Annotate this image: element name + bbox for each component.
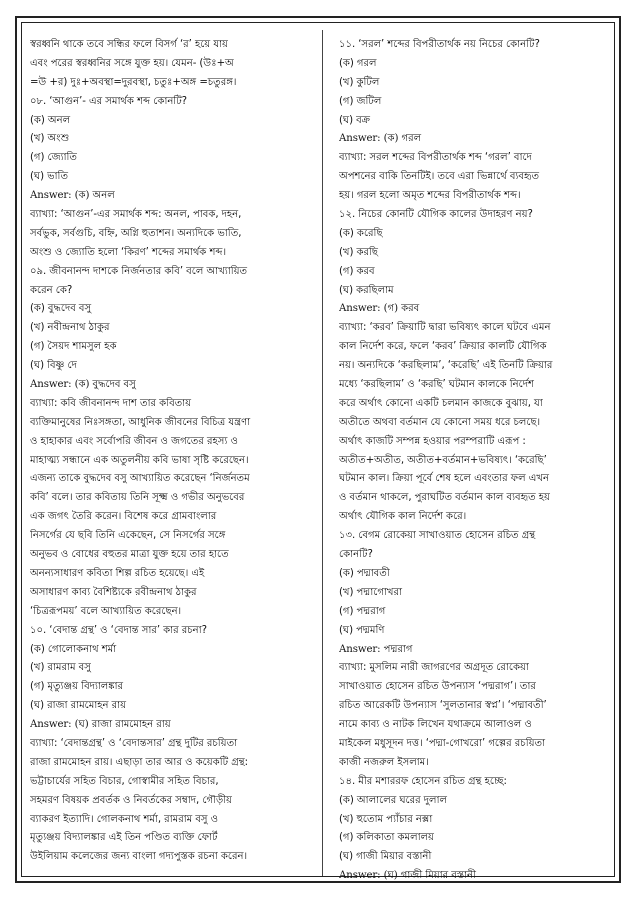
option-ka: (ক) আলালের ঘরের দুলাল (339, 794, 447, 806)
option-ga: (গ) জটিল (339, 95, 382, 107)
answer-line: Answer: পদ্মরাগ (339, 643, 413, 655)
option-kha: (খ) রামরাম বসু (30, 662, 91, 674)
option-ga: (গ) মৃত্যুঞ্জয় বিদ্যালঙ্কার (30, 681, 124, 693)
question-13: ১৩. বেগম রোকেয়া সাখাওয়াত হোসেন রচিত গ্রন্থ (339, 530, 536, 542)
explanation-line: ও হাহাকার এবং সর্বোপরি জীবন ও জগতের রহস্য ও (30, 435, 238, 447)
explanation-line: মাহাত্ম্য সন্ধানে এক অতুলনীয় কবি ভাষা সৃষ্টি করেছেন। (30, 454, 249, 466)
explanation-line: মাইকেল মধুসূদন দত্ত। ‘পদ্মা-গোখরো’ গল্পের রচয়িতা (339, 737, 546, 749)
option-gha: (ঘ) করছিলাম (339, 284, 394, 296)
left-column (30, 36, 313, 867)
option-kha: (খ) অংশু (30, 133, 70, 145)
explanation-line: মৃত্যুঞ্জয় বিদ্যালঙ্কার এই তিন পণ্ডিত ব্যক্তি ফোর্ট (30, 832, 218, 844)
question-09-cont: করেন কে? (30, 284, 73, 296)
explanation-line: ব্যাকরণ ইত্যাদি। গোলকনাথ শর্মা, রামরাম বসু ও (30, 813, 219, 825)
explanation-line: ব্যাখ্যা: মুসলিম নারী জাগরণের অগ্রদূত রোকেয়া (339, 662, 529, 674)
explanation-line: ব্যাখ্যা: ‘বেদান্তগ্রন্থ’ ও ‘বেদান্তসার’ গ্রন্থ দুটির রচয়িতা (30, 737, 238, 749)
question-14: ১৪. মীর মশাররফ হোসেন রচিত গ্রন্থ হচ্ছে: (339, 775, 507, 787)
column-divider (322, 30, 323, 876)
explanation-line: এজন্য তাকে বুদ্ধদেব বসু আখ্যায়িত করেছেন ‘নির্জনতম (30, 473, 250, 485)
option-kha: (খ) হুতোম প্যাঁচার নক্সা (339, 813, 433, 825)
explanation-line: অনুভব ও বোধের বহুতর মাত্রা যুক্ত হয়ে তার হাতে (30, 549, 229, 561)
explanation-line: অতীতে অথবা বর্তমান যে কোনো সময় ধরে চলছে। (339, 416, 541, 428)
explanation-line: নামে কাব্য ও নাটক লিখেন যথাক্রমে আলাওল ও (339, 719, 532, 731)
option-ka: (ক) অনল (30, 114, 71, 126)
explanation-line: অর্থাৎ কাজটি সম্পন্ন হওয়ার পরম্পরাটি এরূপ : (339, 435, 526, 447)
explanation-line: মধ্যে ‘করছিলাম’ ও ‘করছি’ ঘটমান কালকে নির্দেশ (339, 379, 534, 391)
explanation-line: ‘চিত্ররূপময়’ বলে আখ্যায়িত করেছেন। (30, 605, 182, 617)
answer-line: Answer: (ক) বুদ্ধদেব বসু (30, 379, 136, 391)
question-09: ০৯. জীবনানন্দ দাশকে নির্জনতার কবি’ বলে আখ্যায়িত (30, 265, 248, 277)
option-kha: (খ) করছি (339, 246, 378, 258)
explanation-line: ঘটমান কাল। ক্রিয়া পূর্বে শেষ হলে এবংতার ফল এখন (339, 473, 550, 485)
explanation-line: অর্থাৎ যৌগিক কাল নির্দেশ করে। (339, 511, 467, 523)
answer-line: Answer: (ঘ) রাজা রামমোহন রায় (30, 719, 171, 731)
question-11: ১১. ‘সরল’ শব্দের বিপরীতার্থক নয় নিচের কোনটি? (339, 39, 540, 50)
explanation-line: সহমরণ বিষয়ক প্রবর্তক ও নিবর্তকের সম্বাদ, গৌড়ীয় (30, 794, 232, 806)
explanation-line: রাজা রামমোহন রায়। এছাড়া তার আর ও কয়েকটি গ্রন্থ: (30, 756, 248, 768)
explanation-line: ভট্টাচার্যের সহিত বিচার, গোস্বামীর সহিত বিচার, (30, 775, 219, 787)
explanation-line: ব্যাখ্যা: ‘করব’ ক্রিয়াটি দ্বারা ভবিষ্যৎ কালে ঘটবে এমন (339, 322, 551, 334)
question-12: ১২. নিচের কোনটি যৌগিক কালের উদাহরণ নয়? (339, 209, 533, 221)
option-gha: (ঘ) বক্র (339, 114, 371, 126)
explanation-line: ব্যক্তিমানুষের নিঃসঙ্গতা, আধুনিক জীবনের বিচিত্র যন্ত্রণা (30, 416, 251, 428)
option-kha: (খ) নবীন্দ্রনাথ ঠাকুর (30, 322, 110, 334)
text-line: =উ +র) দুঃ+অবস্থা=দুরবস্থা, চতুঃ+অঙ্গ =চতুরঙ্গ। (30, 76, 237, 88)
option-ga: (গ) সৈয়দ শামসুল হক (30, 341, 117, 353)
option-ka: (ক) পদ্মাবতী (339, 567, 390, 579)
answer-line: Answer: (ঘ) গাজী মিয়ার বস্তানী (339, 870, 476, 882)
explanation-line: অতীত+অতীত, অতীত+বর্তমান+ভবিষ্যৎ। ‘করেছি’ (339, 454, 547, 466)
option-gha: (ঘ) রাজা রামমোহন রায় (30, 700, 126, 712)
option-ga: (গ) পদ্মরাগ (339, 605, 386, 617)
explanation-line: কাজী নজরুল ইসলাম। (339, 756, 429, 768)
option-gha: (ঘ) পদ্মমণি (339, 624, 385, 636)
answer-line: Answer: (গ) করব (339, 303, 420, 315)
question-13-cont: কোনটি? (339, 549, 373, 561)
option-gha: (ঘ) গাজী মিয়ার বস্তানী (339, 851, 432, 863)
right-column (339, 36, 609, 886)
explanation-line: অসাধারণ কাব্য বৈশিষ্ট্যকে রবীন্দ্রনাথ ঠাকুর (30, 586, 197, 598)
explanation-line: এক জগৎ তৈরি করেন। বিশেষ করে গ্রামবাংলার (30, 511, 217, 523)
explanation-line: ব্যাখ্যা: সরল শব্দের বিপরীতার্থক শব্দ ‘গরল’ বাদে (339, 152, 532, 164)
explanation-line: নিসর্গের যে ছবি তিনি একেছেন, সে নিসর্গের সঙ্গে (30, 530, 226, 542)
explanation-line: করে অর্থাৎ কোনো একটি চলমান কাজকে বুঝায়, যা (339, 397, 543, 409)
option-gha: (ঘ) বিষ্ণু দে (30, 360, 77, 372)
option-gha: (ঘ) ভাতি (30, 171, 68, 183)
explanation-line: অনন্যসাধারণ কবিতা শিল্প রচিত হয়েছে। এই (30, 567, 205, 579)
option-ka: (ক) বুদ্ধদেব বসু (30, 303, 92, 315)
answer-line: Answer: (ক) অনল (30, 190, 115, 202)
explanation-line: অংশু ও জ্যোতি হলো ‘কিরণ’ শব্দের সমার্থক শব্দ। (30, 246, 227, 258)
text-line: স্বরধ্বনি থাকে তবে সন্ধির ফলে বিসর্গ ‘র’ হয়ে যায় (30, 39, 228, 50)
explanation-line: রচিত আরেকটি উপন্যাস ‘সুলতানার স্বপ্ন’। ‘পদ্মাবতী’ (339, 700, 547, 712)
explanation-line: উইলিয়াম কলেজের জন্য বাংলা গদ্যপুস্তক রচনা করেন। (30, 851, 248, 863)
explanation-line: সাখাওয়াত হোসেন রচিত উপন্যাস ‘পদ্মরাগ’। তার (339, 681, 536, 693)
explanation-line: অপশনের বাকি তিনটিই। তবে এরা ভিন্নার্থে ব্যবহৃত (339, 171, 540, 183)
question-10: ১০. ‘বেদান্ত গ্রন্থ’ ও ‘বেদান্ত সার’ কার রচনা? (30, 624, 207, 636)
option-ga: (গ) জ্যোতি (30, 152, 77, 164)
question-08: ০৮. ‘আগুন’- এর সমার্থক শব্দ কোনটি? (30, 95, 187, 107)
option-ga: (গ) করব (339, 265, 375, 277)
explanation-line: ব্যাখ্যা: ‘আগুন’-এর সমার্থক শব্দ: অনল, পাবক, দহন, (30, 209, 242, 221)
option-kha: (খ) পদ্মাগোখরা (339, 586, 402, 598)
explanation-line: ও বর্তমান থাকলে, পুরাঘটিত বর্তমান কাল ব্যবহৃত হয় (339, 492, 550, 504)
option-ga: (গ) কলিকাতা কমলালয় (339, 832, 434, 844)
answer-line: Answer: (ক) গরল (339, 133, 422, 145)
explanation-line: কবি’ বলে। তার কবিতায় তিনি সূক্ষ্ম ও গভীর অনুভবের (30, 492, 245, 504)
option-kha: (খ) কুটিল (339, 76, 380, 88)
explanation-line: কাল নির্দেশ করে, ফলে ‘করব’ ক্রিয়ার কালটি যৌগিক (339, 341, 547, 353)
explanation-line: হয়। গরল হলো অমৃত শব্দের বিপরীতার্থক শব্দ। (339, 190, 521, 202)
explanation-line: সর্বভুক, সর্বগুচি, বহ্নি, অগ্নি হুতাশন। অন্যদিকে ভাতি, (30, 227, 242, 239)
option-ka: (ক) গরল (339, 57, 377, 69)
text-line: এবং পরের স্বরধ্বনির সঙ্গে যুক্ত হয়। যেমন- (উঃ+অ (30, 57, 234, 69)
explanation-line: ব্যাখ্যা: কবি জীবনানন্দ দাশ তার কবিতায় (30, 397, 192, 409)
option-ka: (ক) গোলোকনাথ শর্মা (30, 643, 117, 655)
option-ka: (ক) করেছি (339, 227, 383, 239)
explanation-line: নয়। অন্যদিকে ‘করছিলাম’, ‘করেছি’ এই তিনটি ক্রিয়ার (339, 360, 553, 372)
